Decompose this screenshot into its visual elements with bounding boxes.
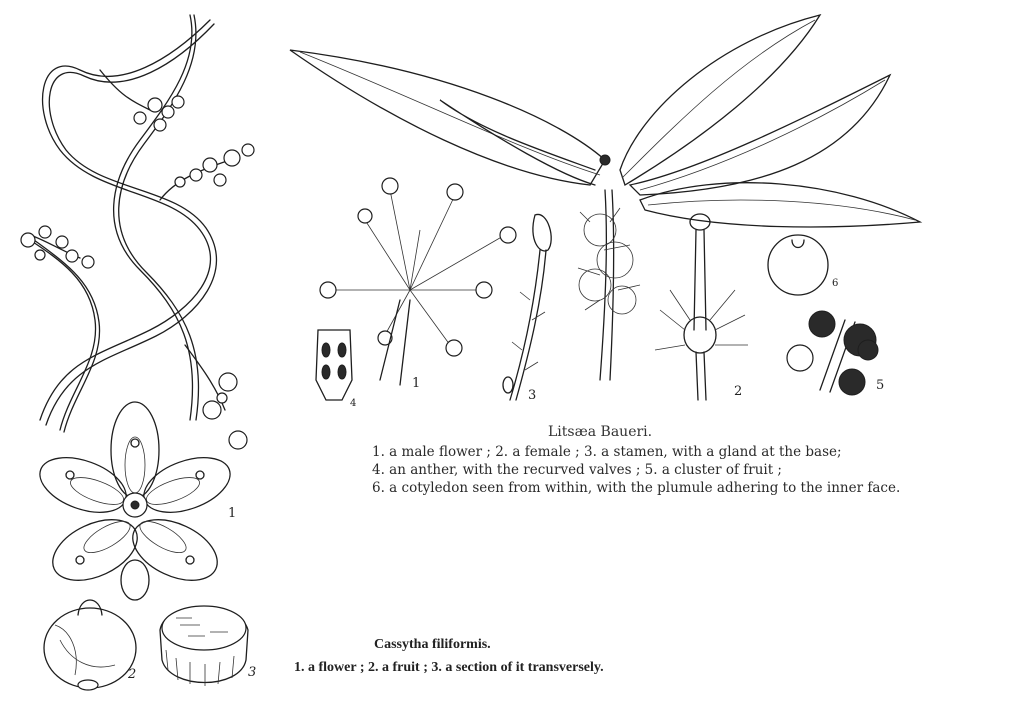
litsaea-anther-illustration [316,330,352,400]
litsaea-fruit-cluster-illustration [787,311,878,395]
cassytha-caption-title: Cassytha filiformis. [374,637,491,652]
cassytha-section-illustration [160,606,248,686]
litsaea-figure-number: 1 [412,376,421,391]
litsaea-figure-number: 6 [832,278,839,289]
cassytha-figure-number: 1 [228,506,237,521]
cassytha-figure-number: 2 [128,667,137,682]
litsaea-caption-title: Litsæa Baueri. [548,424,653,440]
litsaea-caption-line: 4. an anther, with the recurved valves ; 5. a cluster of fruit ; [372,462,782,478]
cassytha-flower-illustration [33,402,238,600]
litsaea-figure-number: 4 [350,398,357,409]
litsaea-figure-number: 2 [734,384,743,399]
litsaea-figure-number: 3 [528,388,537,403]
cassytha-vine-illustration [21,15,254,449]
litsaea-figure-number: 5 [876,378,885,393]
cassytha-caption-line: 1. a flower ; 2. a fruit ; 3. a section of it transversely. [294,660,604,675]
cassytha-figure-number: 3 [248,665,257,680]
litsaea-caption-line: 1. a male flower ; 2. a female ; 3. a stamen, with a gland at the base; [372,444,842,460]
litsaea-female-flower-illustration [655,214,748,400]
litsaea-cotyledon-illustration [768,235,828,295]
cassytha-fruit-illustration [44,600,136,690]
litsaea-caption-line: 6. a cotyledon seen from within, with the plumule adhering to the inner face. [372,480,901,496]
litsaea-male-flower-illustration [320,178,516,385]
